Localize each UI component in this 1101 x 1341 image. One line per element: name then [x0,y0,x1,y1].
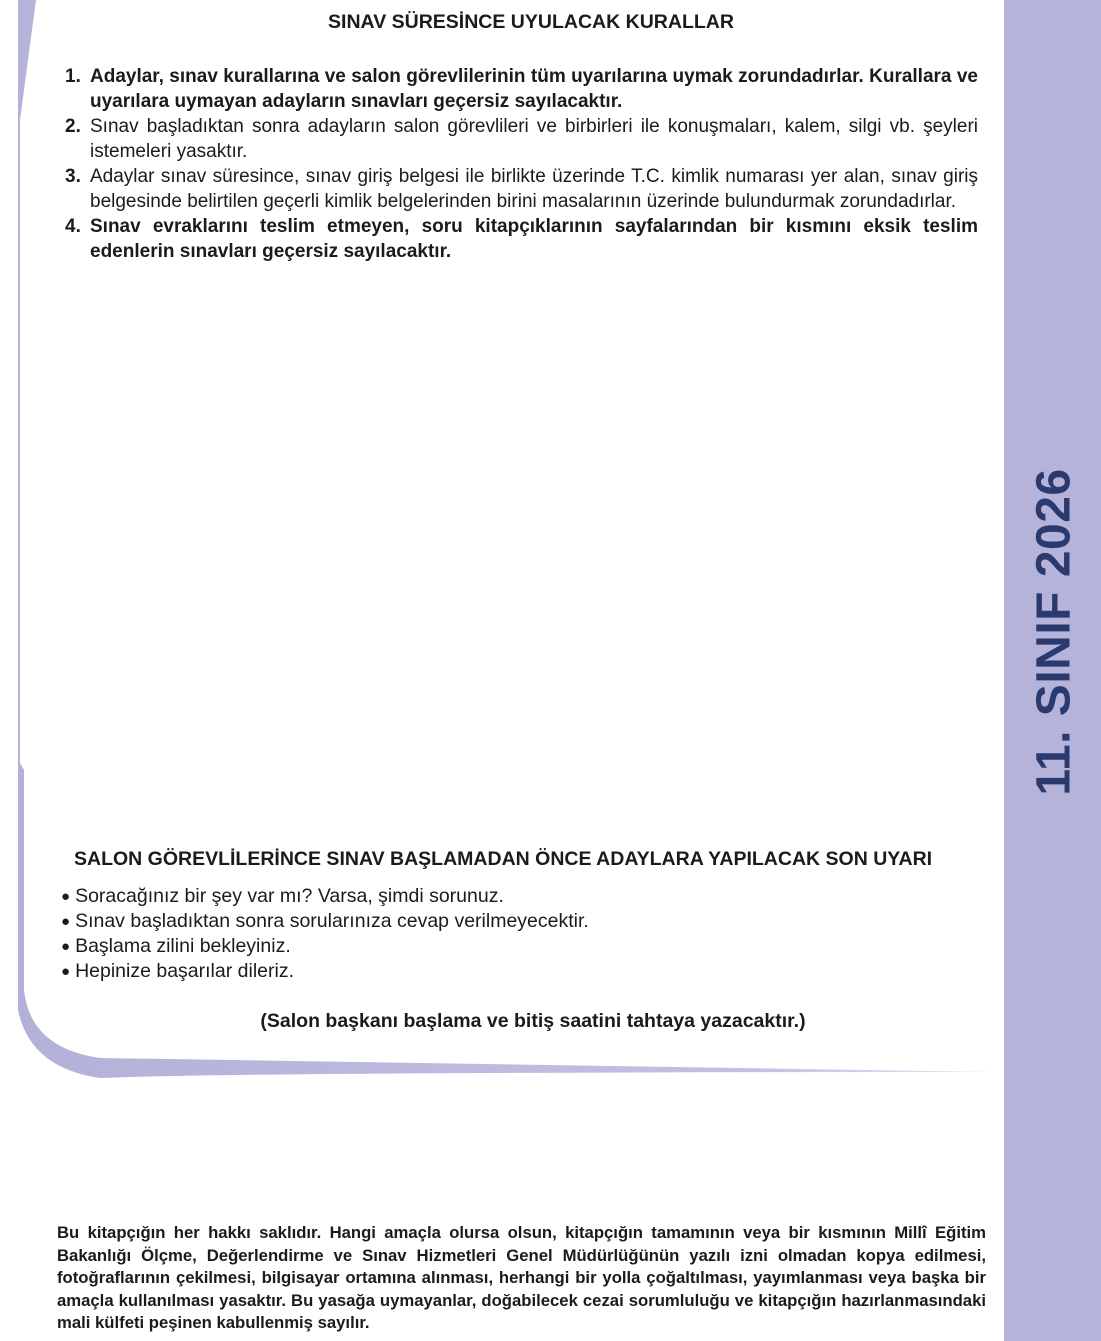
warning-item: ● Hepinize başarılar dileriz. [61,959,961,984]
rule-number: 1. [65,66,81,87]
rule-text: Adaylar sınav süresince, sınav giriş belgesi ile birlikte üzerinde T.C. kimlik numarası yer alan, sınav giriş belgesinde belirtilen geçerli kimlik belgelerinden birini masalarının üzerinde bulundurmak zorundadırlar. [90,166,978,212]
rules-title: SINAV SÜRESİNCE UYULACAK KURALLAR [328,11,734,33]
rule-item [60,64,978,114]
warning-item: ● Soracağınız bir şey var mı? Varsa, şimdi sorunuz. [61,884,961,909]
warning-item: ● Başlama zilini bekleyiniz. [61,934,961,959]
rule-number: 3. [65,166,81,187]
rules-list [60,64,978,264]
rule-text: Sınav evraklarını teslim etmeyen, soru kitapçıklarının sayfalarından bir kısmını eksik teslim edenlerin sınavları geçersiz sayılacaktır. [90,216,978,262]
rule-item [60,214,978,264]
board-note: (Salon başkanı başlama ve bitiş saatini tahtaya yazacaktır.) [260,1010,806,1032]
rule-text: Sınav başladıktan sonra adayların salon görevlileri ve birbirleri ile konuşmaları, kalem, silgi vb. şeyleri istemeleri yasaktır. [90,116,978,162]
grade-year-label: 11. SINIF 2026 [1027,468,1081,796]
rule-item [60,164,978,214]
rule-number: 4. [65,216,81,237]
copyright-notice: Bu kitapçığın her hakkı saklıdır. Hangi amaçla olursa olsun, kitapçığın tamamının veya bir kısmının Millî Eğitim Bakanlığı Ölçme, Değerlendirme ve Sınav Hizmetleri Genel Müdürlüğünün yazılı izni olmadan kopya edilmesi, fotoğraflarının çekilmesi, bilgisayar ortamına alınması, herhangi bir yolla çoğaltılması, yayımlanması veya başka bir amaçla kullanılması yasaktır. Bu yasağa uymayanlar, doğabilecek cezai sorumluluğu ve kitapçığın hazırlanmasındaki mali külfeti peşinen kabullenmiş sayılır. [57,1223,986,1332]
rule-text: Adaylar, sınav kurallarına ve salon görevlilerinin tüm uyarılarına uymak zorundadırlar. Kurallara ve uyarılara uymayan adayların sınavları geçersiz sayılacaktır. [90,66,978,112]
rule-number: 2. [65,116,81,137]
warning-item: ● Sınav başladıktan sonra sorularınıza cevap verilmeyecektir. [61,909,961,934]
rule-item [60,114,978,164]
warning-title: SALON GÖREVLİLERİNCE SINAV BAŞLAMADAN ÖNCE ADAYLARA YAPILACAK SON UYARI [74,848,933,870]
warning-list [61,884,961,984]
